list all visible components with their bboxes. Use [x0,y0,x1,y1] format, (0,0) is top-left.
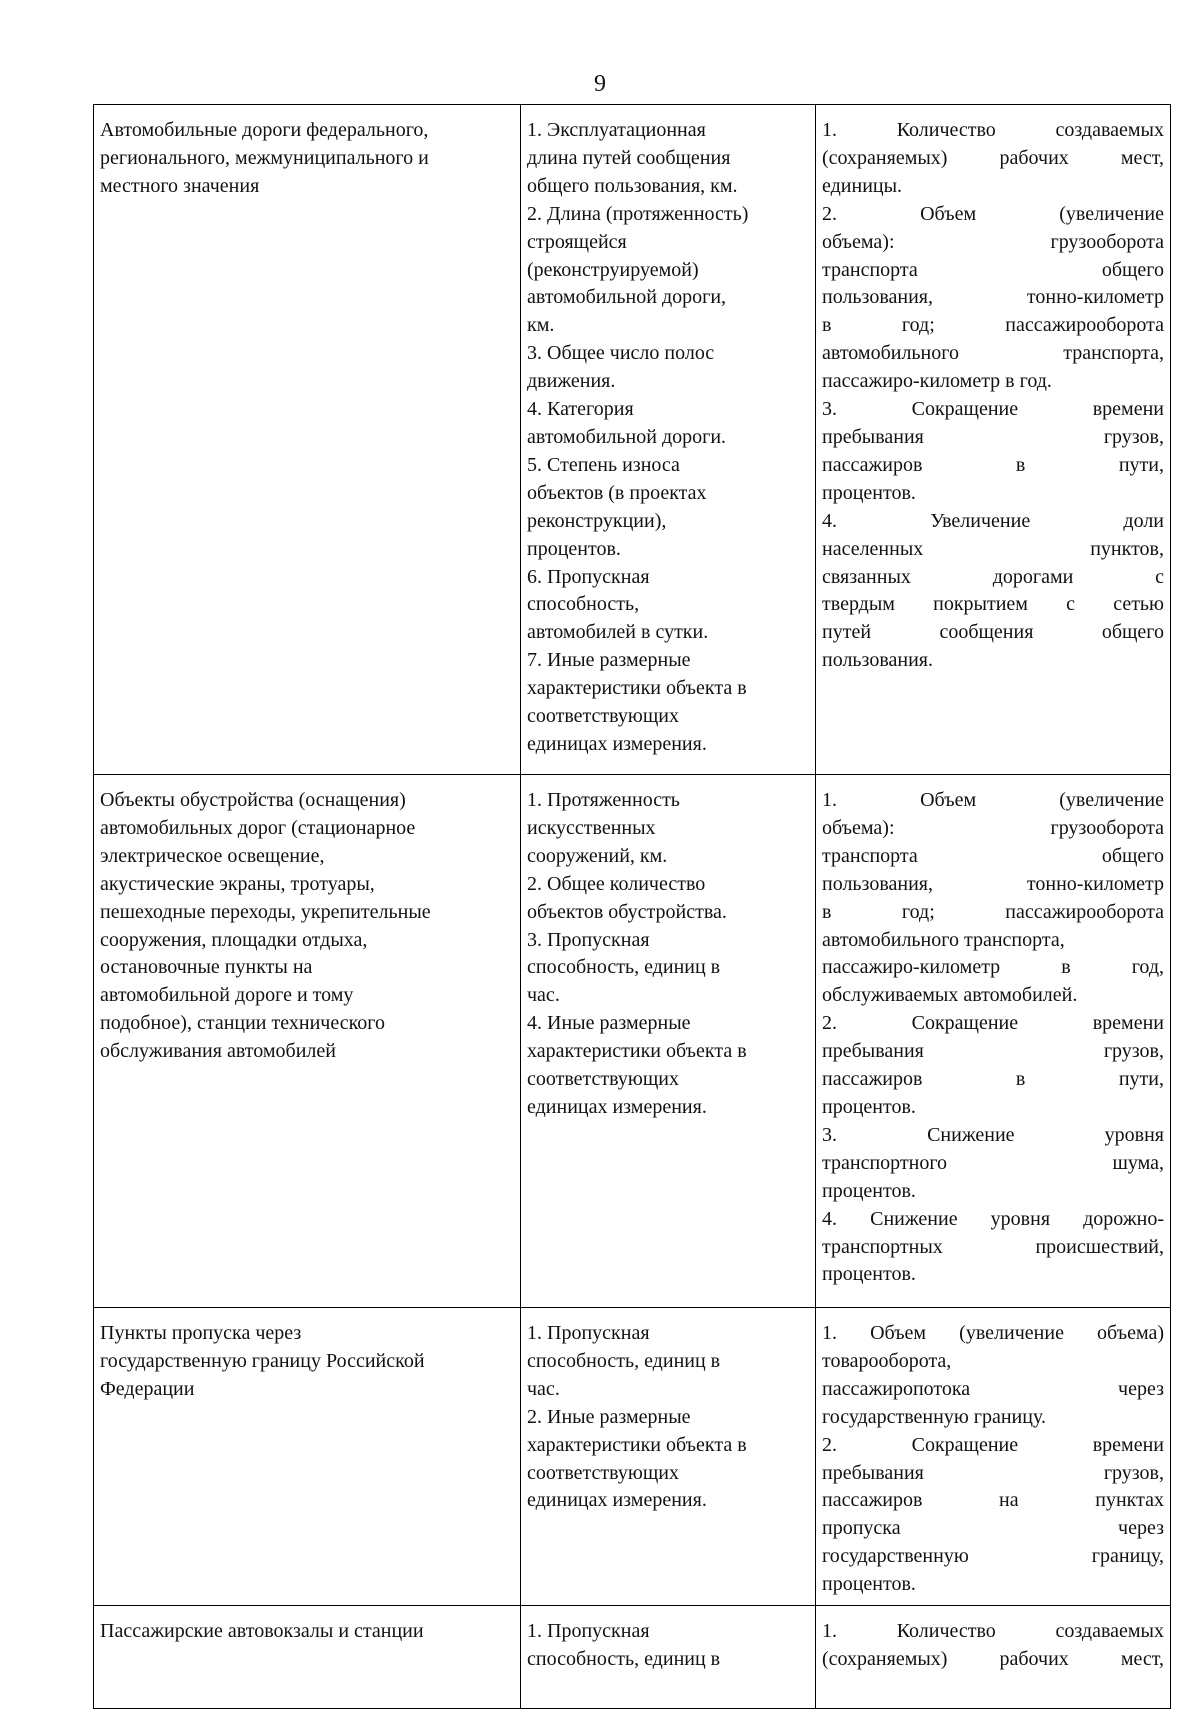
table-row [94,1606,1171,1709]
cell-line: сооружения, площадки отдыха, [100,928,368,951]
size-characteristics-text [527,117,809,759]
table-body [94,105,1171,1709]
page-number: 9 [594,71,606,97]
cell-line: процентов. [822,1179,916,1202]
cell-line: 5. Степень износа [527,453,680,476]
effect-indicators-cell [816,105,1171,775]
cell-line: соответствующих [527,1068,679,1091]
cell-line: пешеходные переходы, укрепительные [100,900,431,923]
cell-line: в год; пассажирооборота [822,314,1164,337]
cell-line: 3. Общее число полос [527,342,715,365]
cell-line: 2. Иные размерные [527,1405,691,1428]
cell-line: транспорта общего [822,844,1164,867]
cell-line: характеристики объекта в [527,677,747,700]
cell-line: единицы. [822,174,903,197]
cell-line: электрическое освещение, [100,844,325,867]
object-text [100,1618,514,1646]
cell-line: час. [527,1377,560,1400]
cell-line: транспорта общего [822,258,1164,281]
cell-line: 6. Пропускная [527,565,650,588]
cell-line: государственную границу, [822,1545,1164,1568]
table-row [94,1308,1171,1606]
cell-line: пассажиров на пунктах [822,1489,1164,1512]
cell-line: 1. Пропускная [527,1620,650,1643]
cell-line: пассажиропотока через [822,1377,1164,1400]
cell-line: 1. Объем (увеличение [822,789,1164,811]
cell-line: регионального, межмуниципального и [100,146,429,169]
cell-line: автомобильных дорог (стационарное [100,816,416,839]
cell-line: пользования, тонно-километр [822,286,1164,309]
cell-line: населенных пунктов, [822,537,1164,560]
cell-line: государственную границу Российской [100,1349,425,1372]
cell-line: 7. Иные размерные [527,649,691,672]
cell-line: подобное), станции технического [100,1012,385,1035]
cell-line: 1. Протяженность [527,789,680,811]
cell-line: пребывания грузов, [822,1040,1164,1063]
cell-line: объектов (в проектах [527,481,707,504]
cell-line: 2. Сокращение времени [822,1433,1164,1456]
cell-line: (реконструируемой) [527,258,699,281]
table-row [94,105,1171,775]
cell-line: 3. Сокращение времени [822,398,1164,421]
cell-line: Объекты обустройства (оснащения) [100,789,406,811]
cell-line: соответствующих [527,705,679,728]
cell-line: автомобильной дороги, [527,286,727,309]
object-text [100,787,514,1066]
cell-line: государственную границу. [822,1405,1046,1428]
cell-line: (сохраняемых) рабочих мест, [822,1647,1164,1670]
cell-line: процентов. [822,1095,916,1118]
cell-line: процентов. [527,537,621,560]
object-cell [94,1308,521,1606]
cell-line: автомобильной дороги. [527,425,727,448]
effect-indicators-cell [816,1606,1171,1709]
cell-line: обслуживания автомобилей [100,1040,336,1063]
cell-line: Федерации [100,1377,195,1400]
cell-line: пребывания грузов, [822,425,1164,448]
cell-line: процентов. [822,1263,916,1286]
cell-line: путей сообщения общего [822,621,1164,644]
cell-line: длина путей сообщения [527,146,731,169]
cell-line: пассажиро-километр в год. [822,370,1052,393]
cell-line: сооружений, км. [527,844,668,867]
cell-line: способность, [527,593,640,616]
cell-line: Пассажирские автовокзалы и станции [100,1620,424,1643]
cell-line: объема): грузооборота [822,816,1164,839]
cell-line: пропуска через [822,1517,1164,1540]
cell-line: 2. Общее количество [527,872,706,895]
cell-line: пользования, тонно-километр [822,872,1164,895]
cell-line: час. [527,984,560,1007]
object-text [100,1320,514,1404]
cell-line: общего пользования, км. [527,174,738,197]
cell-line: способность, единиц в [527,1647,721,1670]
cell-line: 4. Снижение уровня дорожно- [822,1207,1164,1230]
size-characteristics-text [527,1320,809,1515]
cell-line: движения. [527,370,616,393]
cell-line: обслуживаемых автомобилей. [822,984,1078,1007]
cell-line: 1. Объем (увеличение объема) [822,1322,1164,1344]
cell-line: 1. Пропускная [527,1322,650,1344]
cell-line: 4. Увеличение доли [822,509,1164,532]
object-cell [94,775,521,1308]
cell-line: пассажиров в пути, [822,453,1164,476]
cell-line: остановочные пункты на [100,956,313,979]
effect-indicators-text [822,1618,1164,1674]
cell-line: способность, единиц в [527,1349,721,1372]
effect-indicators-cell [816,775,1171,1308]
cell-line: процентов. [822,1573,916,1596]
cell-line: км. [527,314,555,337]
cell-line: 4. Иные размерные [527,1012,691,1035]
cell-line: соответствующих [527,1461,679,1484]
cell-line: объема): грузооборота [822,230,1164,253]
cell-line: акустические экраны, тротуары, [100,872,375,895]
effect-indicators-text [822,1320,1164,1599]
cell-line: 1. Количество создаваемых [822,119,1164,141]
cell-line: пользования. [822,649,933,672]
cell-line: товарооборота, [822,1349,952,1372]
cell-line: строящейся [527,230,627,253]
cell-line: местного значения [100,174,260,197]
cell-line: в год; пассажирооборота [822,900,1164,923]
cell-line: твердым покрытием с сетью [822,593,1164,616]
cell-line: пассажиров в пути, [822,1068,1164,1091]
cell-line: 3. Снижение уровня [822,1123,1164,1146]
size-characteristics-cell [521,775,816,1308]
cell-line: транспортных происшествий, [822,1235,1164,1258]
effect-indicators-text [822,117,1164,675]
cell-line: 1. Эксплуатационная [527,119,706,141]
table-row [94,775,1171,1308]
cell-line: связанных дорогами с [822,565,1164,588]
size-characteristics-cell [521,1308,816,1606]
cell-line: (сохраняемых) рабочих мест, [822,146,1164,169]
effect-indicators-cell [816,1308,1171,1606]
cell-line: 3. Пропускная [527,928,650,951]
cell-line: автомобильного транспорта, [822,342,1164,365]
cell-line: процентов. [822,481,916,504]
cell-line: единицах измерения. [527,1095,707,1118]
cell-line: реконструкции), [527,509,667,532]
cell-line: Пункты пропуска через [100,1322,302,1344]
size-characteristics-text [527,1618,809,1674]
cell-line: единицах измерения. [527,1489,707,1512]
cell-line: способность, единиц в [527,956,721,979]
cell-line: 4. Категория [527,398,634,421]
cell-line: объектов обустройства. [527,900,727,923]
cell-line: Автомобильные дороги федерального, [100,119,429,141]
object-text [100,117,514,201]
cell-line: характеристики объекта в [527,1433,747,1456]
cell-line: характеристики объекта в [527,1040,747,1063]
cell-line: искусственных [527,816,656,839]
cell-line: автомобильного транспорта, [822,928,1065,951]
cell-line: транспортного шума, [822,1151,1164,1174]
object-cell [94,105,521,775]
size-characteristics-cell [521,105,816,775]
object-cell [94,1606,521,1709]
cell-line: 2. Объем (увеличение [822,202,1164,225]
size-characteristics-cell [521,1606,816,1709]
cell-line: автомобилей в сутки. [527,621,709,644]
effect-indicators-text [822,787,1164,1289]
measures-table [93,104,1171,1709]
cell-line: единицах измерения. [527,732,707,755]
size-characteristics-text [527,787,809,1122]
cell-line: 2. Длина (протяженность) [527,202,749,225]
cell-line: автомобильной дороге и тому [100,984,354,1007]
cell-line: пассажиро-километр в год, [822,956,1164,979]
cell-line: 2. Сокращение времени [822,1012,1164,1035]
cell-line: пребывания грузов, [822,1461,1164,1484]
cell-line: 1. Количество создаваемых [822,1620,1164,1643]
